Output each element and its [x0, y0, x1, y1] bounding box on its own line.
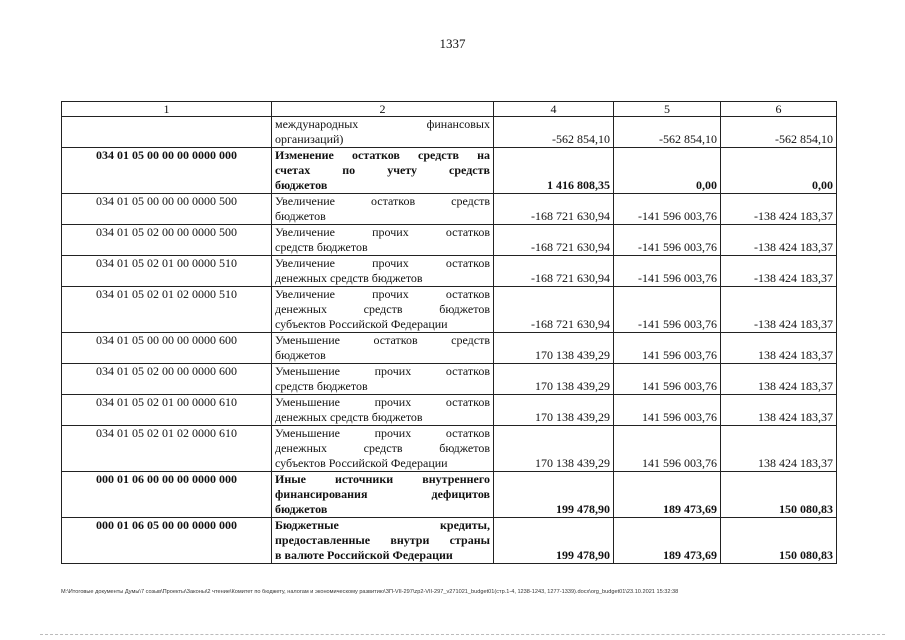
amount-v4-cell: -168 721 630,94 [494, 194, 614, 225]
description-cell [272, 364, 494, 395]
description-cell [272, 518, 494, 564]
page-number: 1337 [439, 36, 466, 51]
description-line: Увеличение остатков средств [275, 194, 490, 208]
description-line: денежных средств бюджетов [275, 441, 490, 455]
amount-v5-cell: -141 596 003,76 [614, 194, 721, 225]
page-edge-divider [40, 634, 885, 635]
amount-v4-cell: -168 721 630,94 [494, 256, 614, 287]
table-row [62, 426, 837, 472]
description-line: Уменьшение прочих остатков [275, 364, 490, 378]
description-line: в валюте Российской Федерации [275, 548, 453, 562]
description-line: средств бюджетов [275, 379, 368, 393]
description-line: субъектов Российской Федерации [275, 317, 448, 331]
amount-v6-cell: 138 424 183,37 [721, 395, 837, 426]
amount-v5-cell: -141 596 003,76 [614, 256, 721, 287]
table-row [62, 395, 837, 426]
amount-v6-cell: 150 080,83 [721, 518, 837, 564]
header-col-6: 6 [721, 102, 837, 117]
table-row [62, 225, 837, 256]
description-line: Увеличение прочих остатков [275, 256, 490, 270]
description-line: Изменение остатков средств на [275, 148, 490, 162]
description-cell [272, 225, 494, 256]
budget-code-cell: 000 01 06 00 00 00 0000 000 [62, 472, 272, 518]
header-col-5: 5 [614, 102, 721, 117]
table-row [62, 117, 837, 148]
amount-v6-cell: -562 854,10 [721, 117, 837, 148]
description-line: денежных средств бюджетов [275, 302, 490, 316]
description-line: субъектов Российской Федерации [275, 456, 448, 470]
amount-v5-cell: -141 596 003,76 [614, 225, 721, 256]
budget-code-cell [62, 117, 272, 148]
amount-v4-cell: -168 721 630,94 [494, 287, 614, 333]
description-line: денежных средств бюджетов [275, 410, 423, 424]
description-cell [272, 426, 494, 472]
amount-v5-cell: -141 596 003,76 [614, 287, 721, 333]
table-row [62, 194, 837, 225]
amount-v6-cell: 138 424 183,37 [721, 333, 837, 364]
description-line: денежных средств бюджетов [275, 271, 423, 285]
amount-v4-cell: 170 138 439,29 [494, 333, 614, 364]
description-line: международных финансовых [275, 117, 490, 131]
budget-code-cell: 034 01 05 02 01 02 0000 510 [62, 287, 272, 333]
amount-v5-cell: 141 596 003,76 [614, 426, 721, 472]
amount-v6-cell: 0,00 [721, 148, 837, 194]
description-cell [272, 395, 494, 426]
description-line: бюджетов [275, 502, 328, 516]
table-row [62, 364, 837, 395]
table-row [62, 518, 837, 564]
budget-sources-table [61, 101, 837, 564]
header-col-4: 4 [494, 102, 614, 117]
amount-v5-cell: 141 596 003,76 [614, 333, 721, 364]
file-path-footer: M:\Итоговые документы Думы\7 созыв\Проекты\Законы\2 чтение\Комитет по бюджету, налогам и экономическому развитию\ЗП-VII-297\zp2-VII-297_v271021_budget01(стр.1-4, 1238-1243, 1277-1339).docx\org_budget01\23.10.2021 15:32:38 [61, 589, 679, 595]
description-line: Уменьшение остатков средств [275, 333, 490, 347]
budget-code-cell: 034 01 05 02 00 00 0000 600 [62, 364, 272, 395]
amount-v4-cell: -168 721 630,94 [494, 225, 614, 256]
header-col-2: 2 [272, 102, 494, 117]
table-row [62, 333, 837, 364]
description-cell [272, 472, 494, 518]
amount-v5-cell: 141 596 003,76 [614, 364, 721, 395]
description-line: предоставленные внутри страны [275, 533, 490, 547]
amount-v6-cell: -138 424 183,37 [721, 256, 837, 287]
amount-v5-cell: 0,00 [614, 148, 721, 194]
description-line: Увеличение прочих остатков [275, 287, 490, 301]
budget-code-cell: 034 01 05 00 00 00 0000 600 [62, 333, 272, 364]
description-line: бюджетов [275, 178, 328, 192]
table-row [62, 256, 837, 287]
budget-code-cell: 000 01 06 05 00 00 0000 000 [62, 518, 272, 564]
description-line: бюджетов [275, 348, 326, 362]
description-line: финансирования дефицитов [275, 487, 490, 501]
description-line: Иные источники внутреннего [275, 472, 490, 486]
budget-code-cell: 034 01 05 02 01 00 0000 510 [62, 256, 272, 287]
amount-v4-cell: -562 854,10 [494, 117, 614, 148]
description-line: Уменьшение прочих остатков [275, 395, 490, 409]
amount-v4-cell: 170 138 439,29 [494, 426, 614, 472]
amount-v5-cell: 141 596 003,76 [614, 395, 721, 426]
description-line: Увеличение прочих остатков [275, 225, 490, 239]
budget-code-cell: 034 01 05 02 01 02 0000 610 [62, 426, 272, 472]
description-cell [272, 117, 494, 148]
description-line: средств бюджетов [275, 240, 368, 254]
amount-v4-cell: 170 138 439,29 [494, 364, 614, 395]
description-line: Уменьшение прочих остатков [275, 426, 490, 440]
amount-v6-cell: -138 424 183,37 [721, 194, 837, 225]
table-row [62, 472, 837, 518]
amount-v6-cell: -138 424 183,37 [721, 287, 837, 333]
amount-v6-cell: 150 080,83 [721, 472, 837, 518]
amount-v4-cell: 199 478,90 [494, 518, 614, 564]
budget-code-cell: 034 01 05 00 00 00 0000 000 [62, 148, 272, 194]
table-row [62, 148, 837, 194]
amount-v6-cell: 138 424 183,37 [721, 426, 837, 472]
header-col-1: 1 [62, 102, 272, 117]
description-cell [272, 333, 494, 364]
amount-v5-cell: 189 473,69 [614, 472, 721, 518]
description-cell [272, 148, 494, 194]
description-cell [272, 256, 494, 287]
table-header-row [62, 102, 837, 117]
description-line: Бюджетные кредиты, [275, 518, 490, 532]
table-row [62, 287, 837, 333]
amount-v5-cell: 189 473,69 [614, 518, 721, 564]
budget-code-cell: 034 01 05 02 00 00 0000 500 [62, 225, 272, 256]
amount-v4-cell: 199 478,90 [494, 472, 614, 518]
description-line: бюджетов [275, 209, 326, 223]
amount-v6-cell: -138 424 183,37 [721, 225, 837, 256]
budget-code-cell: 034 01 05 00 00 00 0000 500 [62, 194, 272, 225]
amount-v5-cell: -562 854,10 [614, 117, 721, 148]
amount-v4-cell: 1 416 808,35 [494, 148, 614, 194]
amount-v6-cell: 138 424 183,37 [721, 364, 837, 395]
amount-v4-cell: 170 138 439,29 [494, 395, 614, 426]
description-cell [272, 194, 494, 225]
description-line: организаций) [275, 132, 344, 146]
description-cell [272, 287, 494, 333]
description-line: счетах по учету средств [275, 163, 490, 177]
budget-code-cell: 034 01 05 02 01 00 0000 610 [62, 395, 272, 426]
